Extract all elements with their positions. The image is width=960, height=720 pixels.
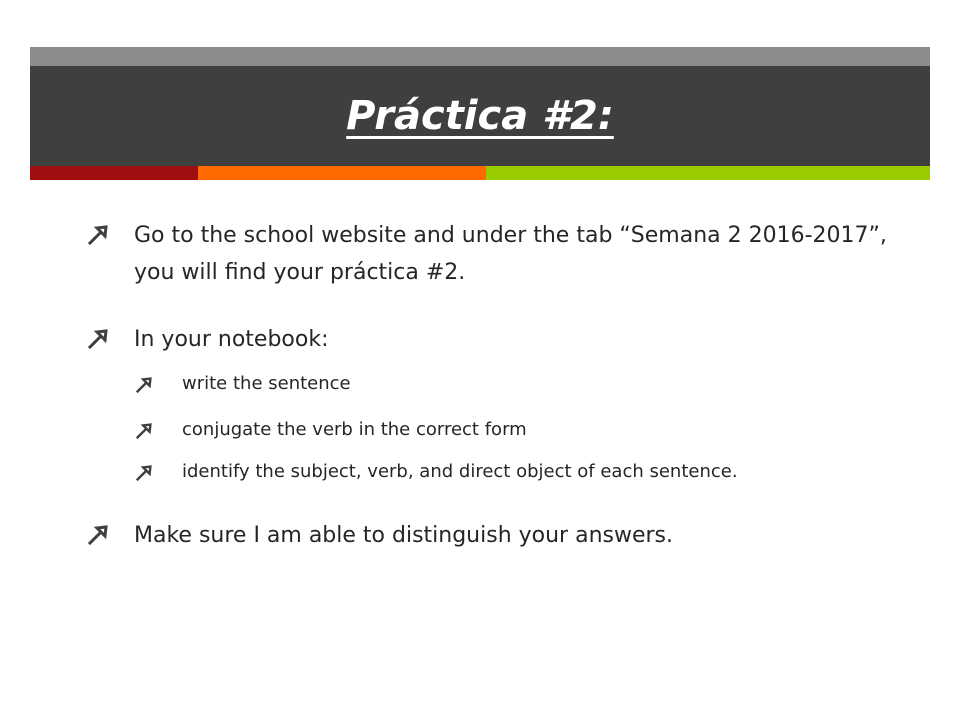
bullet-item bbox=[88, 321, 888, 358]
sub-bullet-item bbox=[136, 372, 916, 396]
sub-bullet-item bbox=[136, 460, 936, 484]
bullet-item bbox=[88, 517, 908, 554]
bullet-text: In your notebook: bbox=[134, 327, 329, 352]
sub-bullet-text: identify the subject, verb, and direct object of each sentence. bbox=[182, 461, 738, 482]
bullet-text: Go to the school website and under the tab “Semana 2 2016-2017”, you will find your práctica #2. bbox=[134, 223, 887, 285]
slide-title: Práctica #2: bbox=[346, 93, 614, 139]
arrow-up-right-icon bbox=[136, 377, 152, 393]
arrow-up-right-icon bbox=[136, 423, 152, 439]
arrow-up-right-icon bbox=[88, 329, 108, 349]
arrow-up-right-icon bbox=[88, 525, 108, 545]
bullet-text: Make sure I am able to distinguish your answers. bbox=[134, 523, 674, 548]
arrow-up-right-icon bbox=[136, 465, 152, 481]
sub-bullet-text: write the sentence bbox=[182, 373, 351, 394]
arrow-up-right-icon bbox=[88, 225, 108, 245]
sub-bullet-text: conjugate the verb in the correct form bbox=[182, 419, 527, 440]
bullet-item bbox=[88, 217, 888, 291]
sub-bullet-item bbox=[136, 418, 916, 442]
